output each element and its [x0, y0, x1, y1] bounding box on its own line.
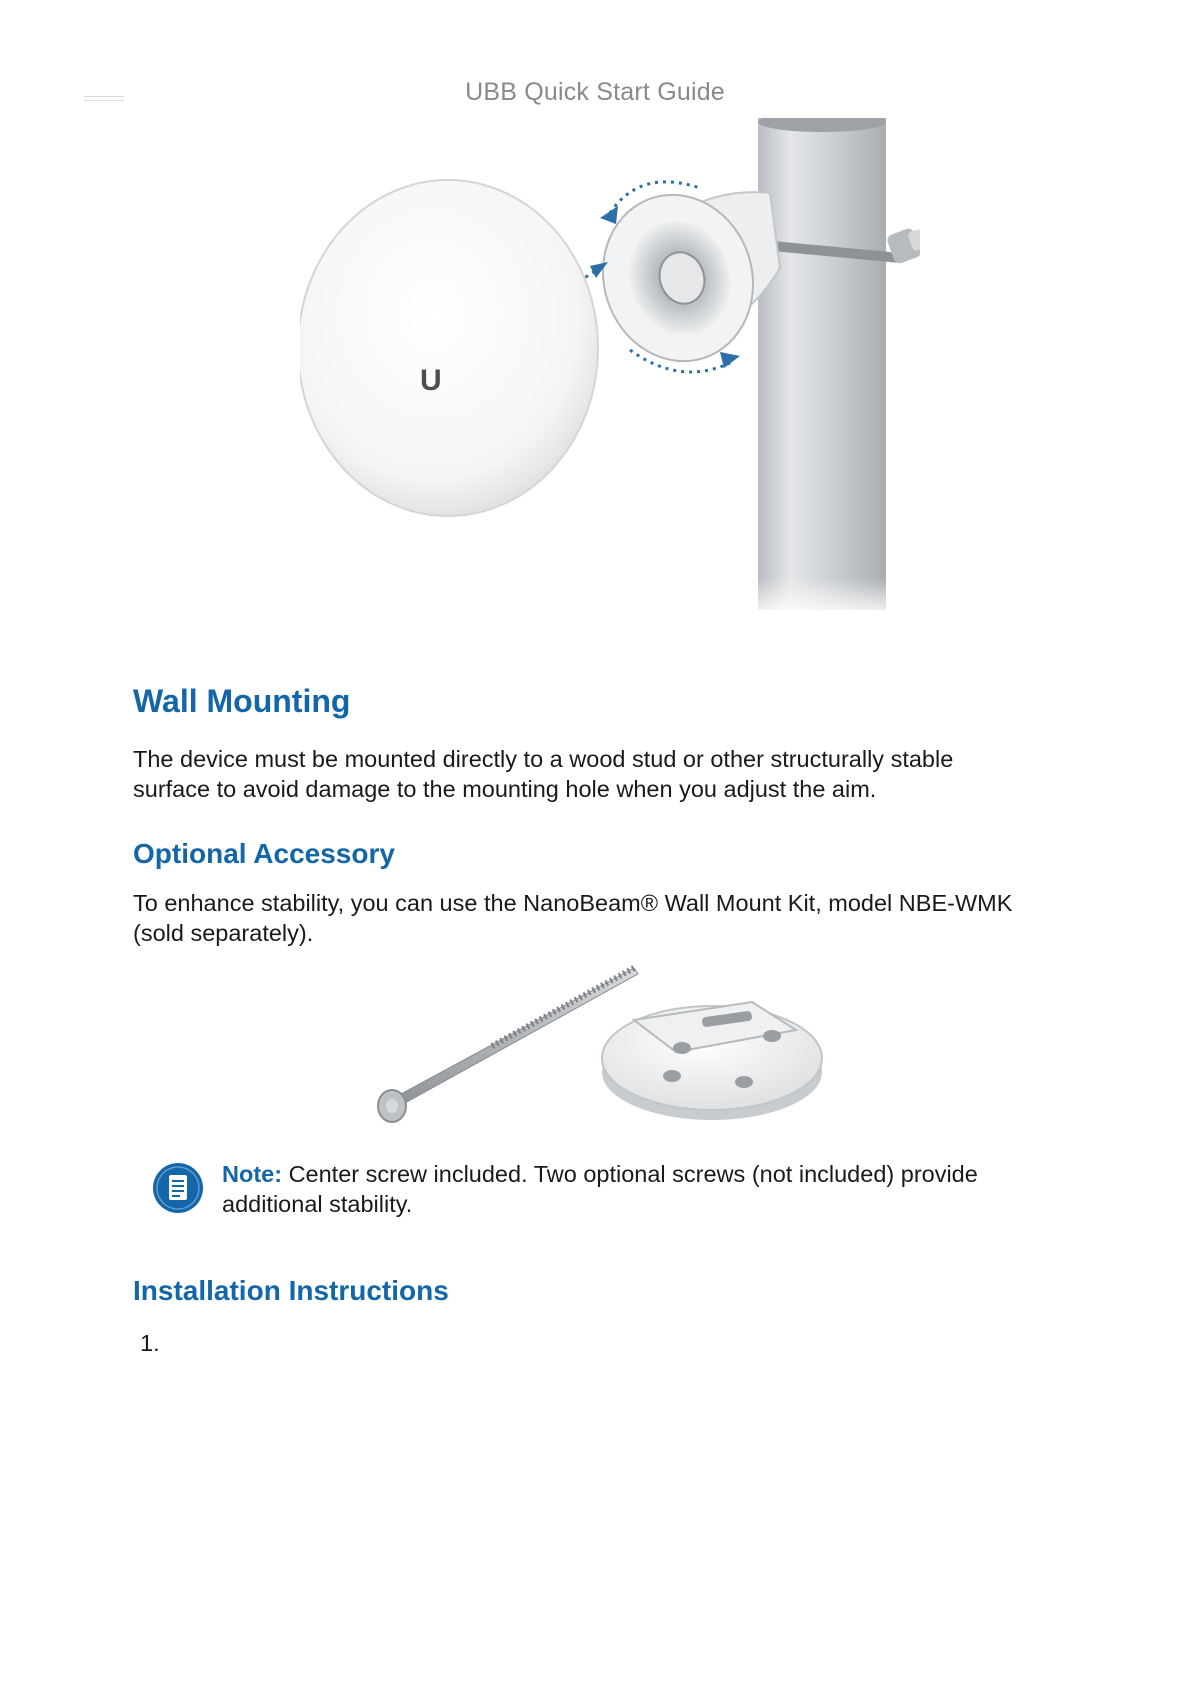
note-label: Note:	[222, 1161, 283, 1187]
wall-mounting-line-2: surface to avoid damage to the mounting hole when you adjust the aim.	[133, 776, 877, 802]
optional-accessory-paragraph	[133, 888, 1033, 948]
note-line-1: Center screw included. Two optional screws (not included) provide	[282, 1161, 978, 1187]
note-line-2: additional stability.	[222, 1191, 413, 1217]
dish-logo: U	[420, 364, 442, 397]
page-header-title: UBB Quick Start Guide	[465, 78, 725, 106]
step-1-number: 1.	[140, 1330, 160, 1356]
section-title-installation-instructions: Installation Instructions	[133, 1275, 449, 1306]
antenna-dish	[300, 180, 598, 516]
wall-mounting-paragraph	[133, 744, 1033, 804]
note-text	[222, 1159, 1042, 1219]
optional-accessory-line-2: (sold separately).	[133, 920, 314, 946]
wall-mounting-line-1: The device must be mounted directly to a wood stud or other structurally stable	[133, 746, 954, 772]
mounting-plate	[602, 1002, 822, 1120]
note-icon	[152, 1162, 204, 1214]
pole-mount-illustration	[300, 118, 920, 618]
wall-mount-kit-illustration	[372, 960, 832, 1128]
section-title-wall-mounting: Wall Mounting	[133, 683, 351, 719]
optional-accessory-line-1: To enhance stability, you can use the NanoBeam® Wall Mount Kit, model NBE-WMK	[133, 890, 1013, 916]
screw	[378, 968, 638, 1122]
section-title-optional-accessory: Optional Accessory	[133, 838, 395, 869]
